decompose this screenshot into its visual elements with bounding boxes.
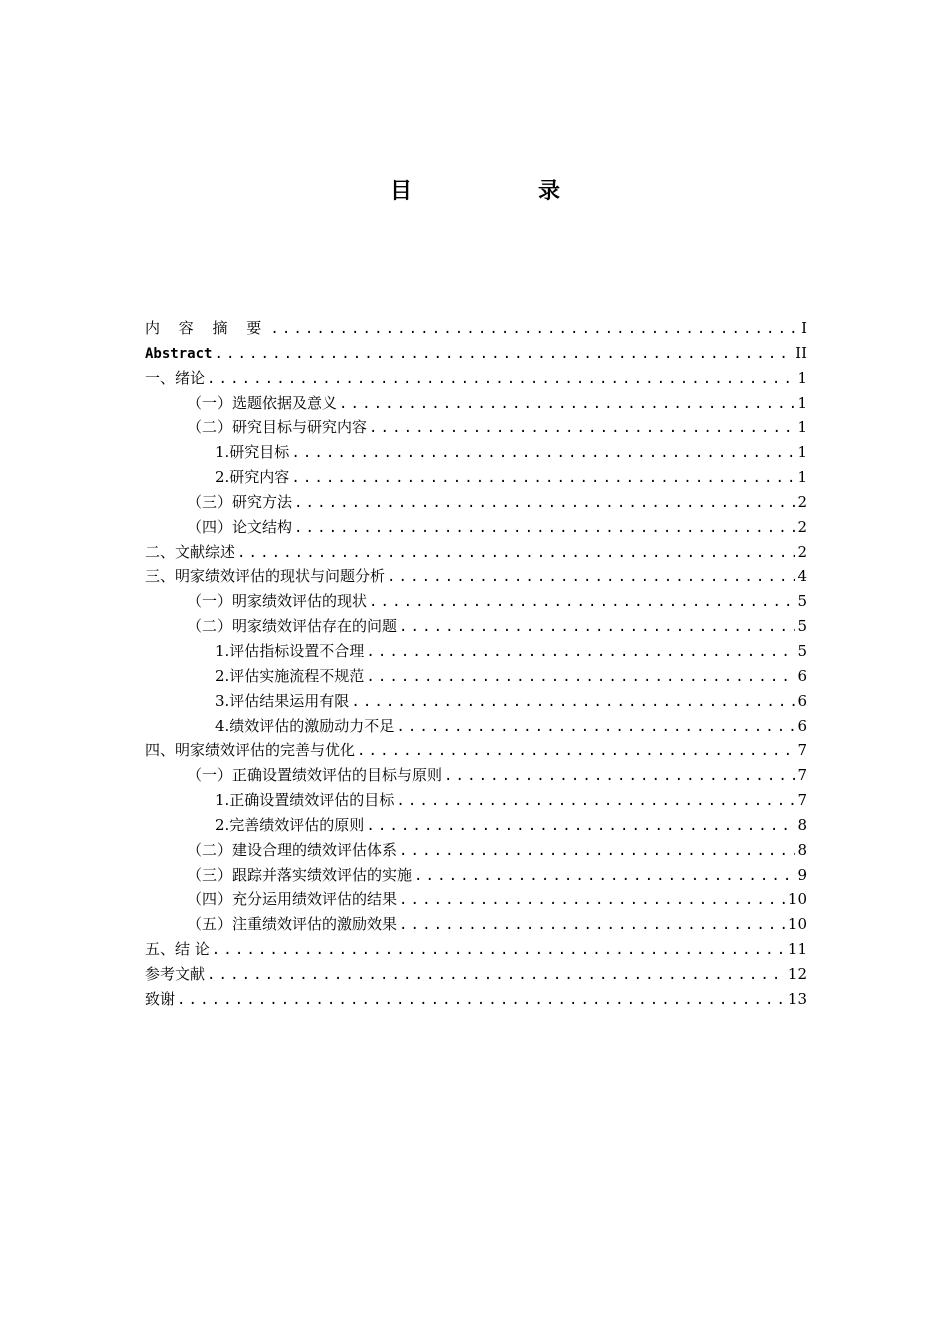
toc-dot-leader xyxy=(387,565,795,589)
toc-entry-label: 2.评估实施流程不规范 xyxy=(215,666,365,685)
toc-entry-page-number: 13 xyxy=(787,989,807,1008)
toc-dot-leader xyxy=(357,739,795,763)
toc-entry[interactable] xyxy=(145,738,807,763)
toc-entry[interactable] xyxy=(145,540,807,565)
toc-entry-page-number: 6 xyxy=(797,691,807,710)
toc-entry-page-number: 5 xyxy=(797,617,807,636)
toc-dot-leader xyxy=(366,814,795,838)
toc-dot-leader xyxy=(369,416,795,440)
toc-entry[interactable] xyxy=(145,987,807,1012)
toc-entry-page-number: II xyxy=(795,343,807,362)
toc-entry-label: （二）建设合理的绩效评估体系 xyxy=(187,840,398,859)
toc-entry-label: （一）正确设置绩效评估的目标与原则 xyxy=(187,766,443,785)
toc-entry-label: 3.评估结果运用有限 xyxy=(215,691,350,710)
toc-entry[interactable] xyxy=(145,838,807,863)
toc-entry-label: 1.研究目标 xyxy=(215,443,290,462)
toc-entry-page-number: 2 xyxy=(797,542,807,561)
toc-entry-label: （三）研究方法 xyxy=(187,492,293,511)
toc-entry-label: 1.正确设置绩效评估的目标 xyxy=(215,791,395,810)
toc-dot-leader xyxy=(414,864,795,888)
toc-entry-page-number: 1 xyxy=(797,393,807,412)
toc-dot-leader xyxy=(396,715,795,739)
toc-entry-label: 二、文献综述 xyxy=(145,542,236,561)
toc-entry[interactable] xyxy=(145,788,807,813)
toc-dot-leader xyxy=(399,615,795,639)
toc-entry[interactable] xyxy=(145,912,807,937)
toc-dot-leader xyxy=(369,590,795,614)
toc-entry-label: 1.评估指标设置不合理 xyxy=(215,641,365,660)
toc-entry-page-number: 2 xyxy=(797,492,807,511)
table-of-contents xyxy=(145,316,807,1012)
toc-entry-label: 四、明家绩效评估的完善与优化 xyxy=(145,741,356,760)
toc-entry[interactable] xyxy=(145,614,807,639)
toc-dot-leader xyxy=(294,516,795,540)
toc-entry-label: 参考文献 xyxy=(145,964,206,983)
toc-entry[interactable] xyxy=(145,465,807,490)
toc-entry[interactable] xyxy=(145,887,807,912)
toc-entry-page-number: 11 xyxy=(787,940,807,959)
toc-entry[interactable] xyxy=(145,714,807,739)
toc-entry-page-number: 2 xyxy=(797,517,807,536)
toc-entry[interactable] xyxy=(145,639,807,664)
toc-entry[interactable] xyxy=(145,813,807,838)
toc-entry[interactable] xyxy=(145,962,807,987)
toc-entry[interactable] xyxy=(145,316,807,341)
toc-entry[interactable] xyxy=(145,937,807,962)
toc-entry[interactable] xyxy=(145,415,807,440)
toc-dot-leader xyxy=(366,665,795,689)
toc-entry-label: Abstract xyxy=(145,345,213,362)
toc-entry-page-number: 5 xyxy=(797,592,807,611)
toc-entry-page-number: 1 xyxy=(797,443,807,462)
toc-entry-page-number: 5 xyxy=(797,641,807,660)
toc-dot-leader xyxy=(399,913,786,937)
toc-dot-leader xyxy=(399,839,795,863)
toc-dot-leader xyxy=(291,466,795,490)
toc-entry-label: 一、绪论 xyxy=(145,368,206,387)
toc-entry-page-number: 10 xyxy=(787,915,807,934)
toc-dot-leader xyxy=(339,392,795,416)
toc-entry-page-number: 4 xyxy=(797,567,807,586)
toc-entry[interactable] xyxy=(145,366,807,391)
toc-dot-leader xyxy=(207,963,786,987)
toc-entry-page-number: 6 xyxy=(797,716,807,735)
toc-entry-label: （四）充分运用绩效评估的结果 xyxy=(187,890,398,909)
toc-entry-label: 五、结 论 xyxy=(145,940,210,959)
page-title: 目 录 xyxy=(389,179,612,204)
toc-dot-leader xyxy=(207,367,795,391)
toc-entry-page-number: 10 xyxy=(787,890,807,909)
toc-entry-label: （一）明家绩效评估的现状 xyxy=(187,592,368,611)
toc-entry-label: 致谢 xyxy=(145,989,176,1008)
toc-entry[interactable] xyxy=(145,564,807,589)
toc-dot-leader xyxy=(212,938,786,962)
toc-entry[interactable] xyxy=(145,341,807,366)
toc-dot-leader xyxy=(214,342,793,366)
toc-dot-leader xyxy=(396,789,795,813)
toc-entry-label: （五）注重绩效评估的激励效果 xyxy=(187,915,398,934)
toc-dot-leader xyxy=(399,888,786,912)
toc-entry-page-number: 12 xyxy=(787,964,807,983)
toc-entry-label: 2.研究内容 xyxy=(215,468,290,487)
toc-entry-page-number: 8 xyxy=(797,840,807,859)
toc-entry[interactable] xyxy=(145,589,807,614)
toc-entry[interactable] xyxy=(145,863,807,888)
toc-entry-page-number: 1 xyxy=(797,368,807,387)
toc-entry-page-number: 6 xyxy=(797,666,807,685)
toc-entry-label: 内 容 摘 要 xyxy=(145,319,269,337)
toc-entry[interactable] xyxy=(145,490,807,515)
toc-dot-leader xyxy=(366,640,795,664)
toc-entry[interactable] xyxy=(145,689,807,714)
toc-entry-label: 4.绩效评估的激励动力不足 xyxy=(215,716,395,735)
toc-entry-page-number: 8 xyxy=(797,815,807,834)
toc-entry[interactable] xyxy=(145,515,807,540)
toc-entry[interactable] xyxy=(145,440,807,465)
toc-entry-page-number: 9 xyxy=(797,865,807,884)
toc-dot-leader xyxy=(237,541,795,565)
toc-entry-label: 2.完善绩效评估的原则 xyxy=(215,815,365,834)
toc-entry-label: （一）选题依据及意义 xyxy=(187,393,338,412)
toc-entry-label: （三）跟踪并落实绩效评估的实施 xyxy=(187,865,413,884)
toc-dot-leader xyxy=(177,988,786,1012)
toc-entry-label: （二）研究目标与研究内容 xyxy=(187,418,368,437)
toc-entry-page-number: 1 xyxy=(797,418,807,437)
toc-dot-leader xyxy=(270,317,799,341)
toc-dot-leader xyxy=(294,491,795,515)
toc-entry-page-number: I xyxy=(801,319,807,337)
toc-entry-page-number: 1 xyxy=(797,468,807,487)
toc-entry-label: 三、明家绩效评估的现状与问题分析 xyxy=(145,567,386,586)
toc-entry-page-number: 7 xyxy=(797,741,807,760)
toc-entry-page-number: 7 xyxy=(797,766,807,785)
toc-entry-page-number: 7 xyxy=(797,791,807,810)
toc-entry[interactable] xyxy=(145,664,807,689)
toc-entry-label: （二）明家绩效评估存在的问题 xyxy=(187,617,398,636)
toc-dot-leader xyxy=(351,690,795,714)
toc-dot-leader xyxy=(444,764,795,788)
toc-entry-label: （四）论文结构 xyxy=(187,517,293,536)
toc-dot-leader xyxy=(291,441,795,465)
toc-entry[interactable] xyxy=(145,391,807,416)
toc-entry[interactable] xyxy=(145,763,807,788)
